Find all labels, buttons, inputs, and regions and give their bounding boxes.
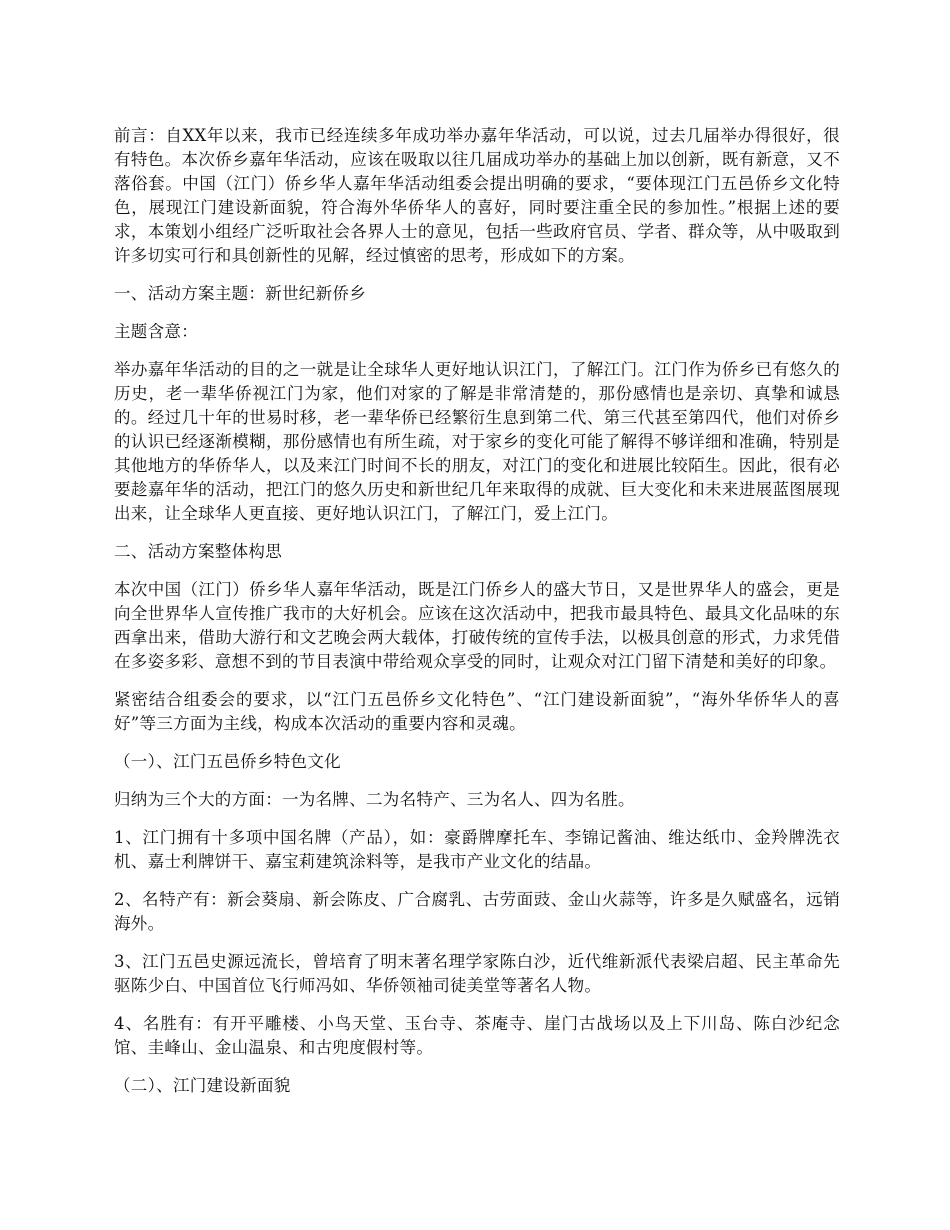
section-1-heading: 一、活动方案主题：新世纪新侨乡 (114, 284, 366, 303)
document-body (114, 124, 840, 1112)
section-2-paragraph-2: 紧密结合组委会的要求，以“江门五邑侨乡文化特色”、“江门建设新面貌”，“海外华侨华人的喜好”等三方面为主线，构成本次活动的重要内容和灵魂。 (114, 690, 840, 733)
theme-label: 主题含意： (114, 322, 198, 341)
list-item-3: 3、江门五邑史源远流长，曾培育了明末著名理学家陈白沙，近代维新派代表梁启超、民主革命先驱陈少白、中国首位飞行师冯如、华侨领袖司徒美堂等著名人物。 (114, 952, 840, 995)
section-2-paragraph-1: 本次中国（江门）侨乡华人嘉年华活动，既是江门侨乡人的盛大节日，又是世界华人的盛会，更是向全世界华人宣传推广我市的大好机会。应该在这次活动中，把我市最具特色、最具文化品味的东西拿出来，借助大游行和文艺晚会两大载体，打破传统的宣传手法，以极具创意的形式，力求凭借在多姿多彩、意想不到的节目表演中带给观众享受的同时，让观众对江门留下清楚和美好的印象。 (114, 580, 840, 671)
list-item-1: 1、江门拥有十多项中国名牌（产品），如：豪爵牌摩托车、李锦记酱油、维达纸巾、金羚牌洗衣机、嘉士利牌饼干、嘉宝莉建筑涂料等，是我市产业文化的结晶。 (114, 828, 840, 871)
list-item-4: 4、名胜有：有开平雕楼、小鸟天堂、玉台寺、茶庵寺、崖门古战场以及上下川岛、陈白沙纪念馆、圭峰山、金山温泉、和古兜度假村等。 (114, 1014, 840, 1057)
subsection-1-heading: （一）、江门五邑侨乡特色文化 (114, 752, 341, 771)
intro-paragraph: 前言：自XX年以来，我市已经连续多年成功举办嘉年华活动，可以说，过去几届举办得很好，很有特色。本次侨乡嘉年华活动，应该在吸取以往几届成功举办的基础上加以创新，既有新意，又不落俗套。中国（江门）侨乡华人嘉年华活动组委会提出明确的要求，“要体现江门五邑侨乡文化特色，展现江门建设新面貌，符合海外华侨华人的喜好，同时要注重全民的参加性。”根据上述的要求，本策划小组经广泛听取社会各界人士的意见，包括一些政府官员、学者、群众等，从中吸取到许多切实可行和具创新性的见解，经过慎密的思考，形成如下的方案。 (114, 126, 840, 265)
subsection-2-heading: （二）、江门建设新面貌 (114, 1076, 291, 1095)
section-2-heading: 二、活动方案整体构思 (114, 542, 282, 561)
theme-paragraph: 举办嘉年华活动的目的之一就是让全球华人更好地认识江门，了解江门。江门作为侨乡已有悠久的历史，老一辈华侨视江门为家，他们对家的了解是非常清楚的，那份感情也是亲切、真挚和诚恳的。经过几十年的世易时移，老一辈华侨已经繁衍生息到第二代、第三代甚至第四代，他们对侨乡的认识已经逐渐模糊，那份感情也有所生疏，对于家乡的变化可能了解得不够详细和准确，特别是其他地方的华侨华人，以及来江门时间不长的朋友，对江门的变化和进展比较陌生。因此，很有必要趁嘉年华的活动，把江门的悠久历史和新世纪几年来取得的成就、巨大变化和未来进展蓝图展现出来，让全球华人更直接、更好地认识江门，了解江门，爱上江门。 (114, 360, 840, 523)
subsection-1-intro: 归纳为三个大的方面：一为名牌、二为名特产、三为名人、四为名胜。 (114, 790, 635, 809)
list-item-2: 2、名特产有：新会葵扇、新会陈皮、广合腐乳、古劳面豉、金山火蒜等，许多是久赋盛名，远销海外。 (114, 890, 840, 933)
